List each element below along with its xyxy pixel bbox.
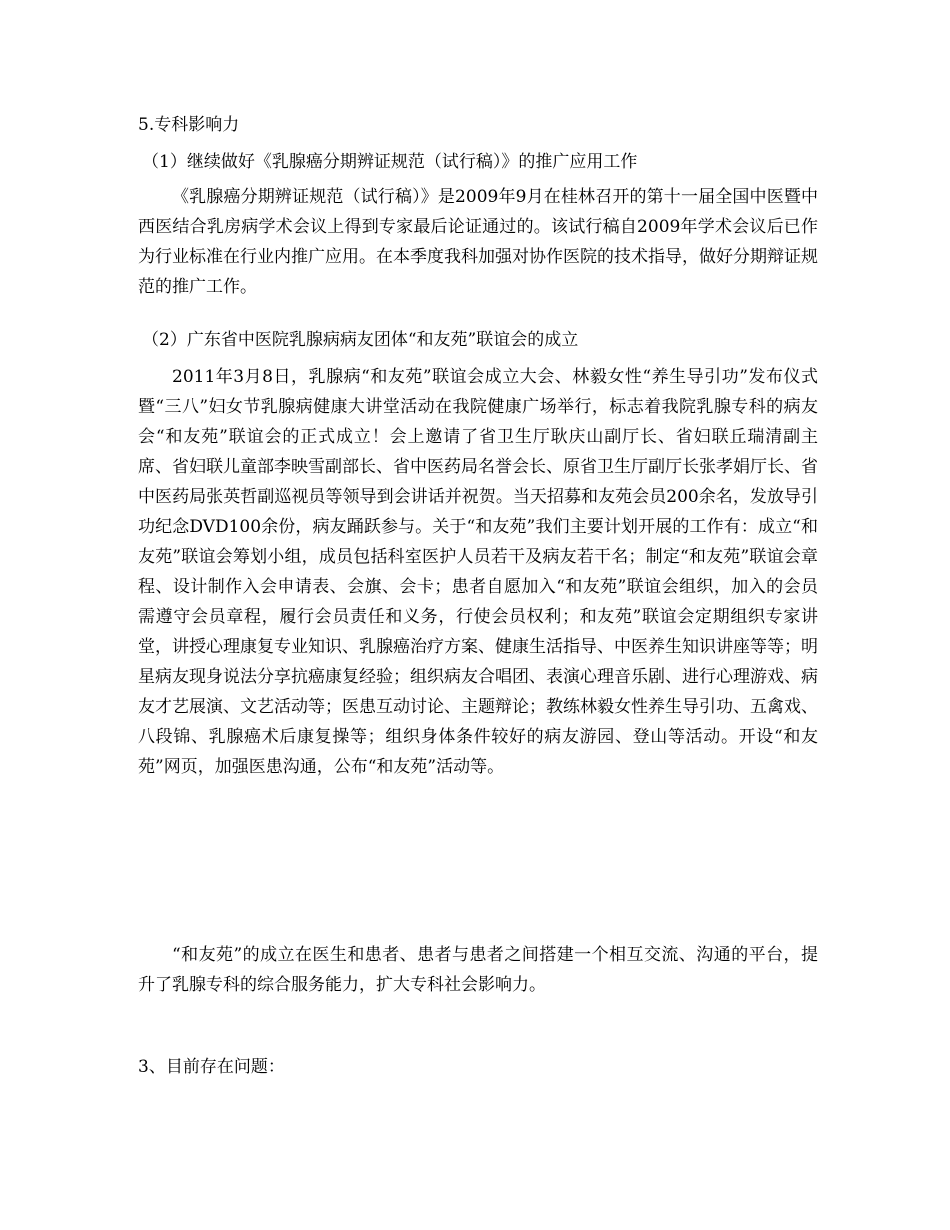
item2-heading: （2）广东省中医院乳腺病病友团体“和友苑”联谊会的成立 — [142, 330, 579, 350]
next-section-heading: 3、目前存在问题： — [138, 1057, 285, 1077]
section-heading: 5.专科影响力 — [138, 115, 240, 135]
item1-paragraph: 《乳腺癌分期辨证规范（试行稿）》是2009年9月在桂林召开的第十一届全国中医暨中西医结合乳房病学术会议上得到专家最后论证通过的。该试行稿自2009年学术会议后已作为行业标准在行业内推广应用。在本季度我科加强对协作医院的技术指导，做好分期辩证规范的推广工作。 — [138, 187, 818, 297]
item2-paragraph-2: “和友苑”的成立在医生和患者、患者与患者之间搭建一个相互交流、沟通的平台，提升了乳腺专科的综合服务能力，扩大专科社会影响力。 — [138, 945, 818, 995]
item2-paragraph-1: 2011年3月8日，乳腺病“和友苑”联谊会成立大会、林毅女性“养生导引功”发布仪式暨“三八”妇女节乳腺病健康大讲堂活动在我院健康广场举行，标志着我院乳腺专科的病友会“和友苑”联谊会的正式成立！会上邀请了省卫生厅耿庆山副厅长、省妇联丘瑞清副主席、省妇联儿童部李映雪副部长、省中医药局名誉会长、原省卫生厅副厅长张孝娟厅长、省中医药局张英哲副巡视员等领导到会讲话并祝贺。当天招募和友苑会员200余名，发放导引功纪念DVD100余份，病友踊跃参与。关于“和友苑”我们主要计划开展的工作有：成立“和友苑”联谊会筹划小组，成员包括科室医护人员若干及病友若干名；制定“和友苑”联谊会章程、设计制作入会申请表、会旗、会卡；患者自愿加入“和友苑”联谊会组织，加入的会员需遵守会员章程，履行会员责任和义务，行使会员权利；和友苑”联谊会定期组织专家讲堂，讲授心理康复专业知识、乳腺癌治疗方案、健康生活指导、中医养生知识讲座等等；明星病友现身说法分享抗癌康复经验；组织病友合唱团、表演心理音乐剧、进行心理游戏、病友才艺展演、文艺活动等；医患互动讨论、主题辩论；教练林毅女性养生导引功、五禽戏、八段锦、乳腺癌术后康复操等；组织身体条件较好的病友游园、登山等活动。开设“和友苑”网页，加强医患沟通，公布“和友苑”活动等。 — [138, 367, 818, 777]
item1-heading: （1）继续做好《乳腺癌分期辨证规范（试行稿）》的推广应用工作 — [142, 152, 638, 172]
